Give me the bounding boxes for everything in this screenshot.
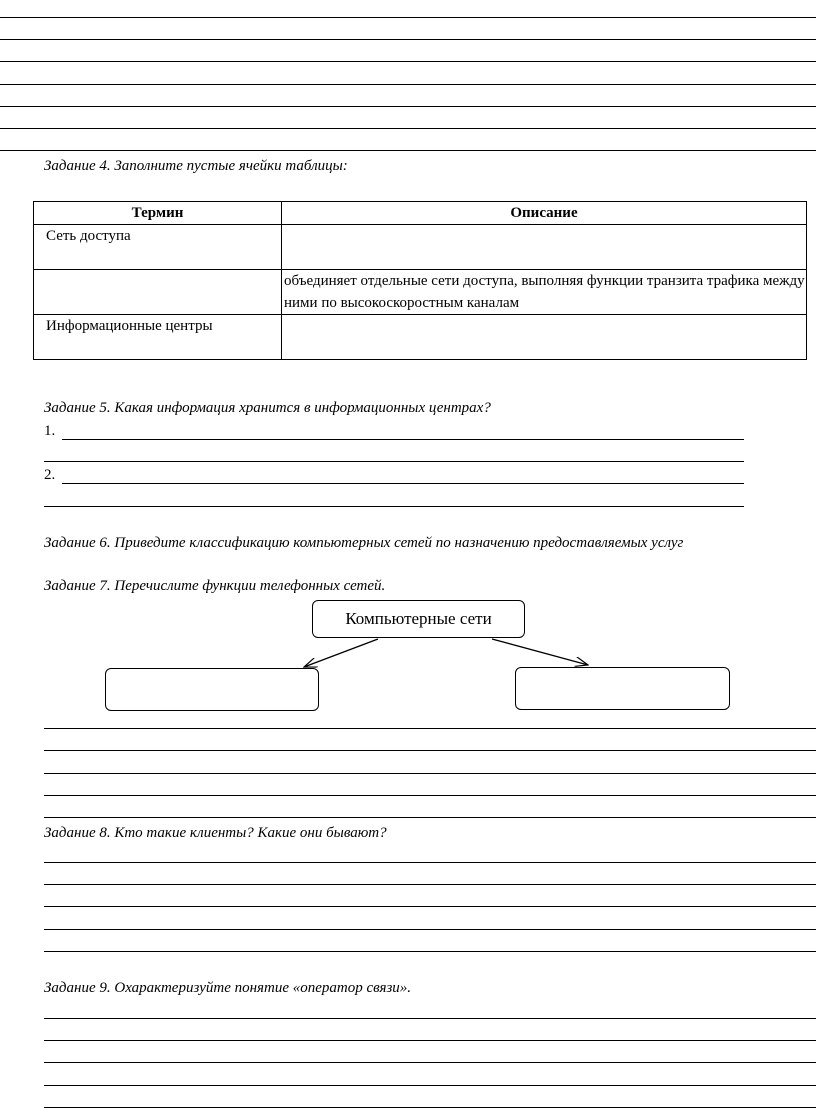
term-cell: Информационные центры [34, 315, 282, 360]
answer-line[interactable] [44, 1040, 816, 1041]
task-8-title: Задание 8. Кто такие клиенты? Какие они бывают? [44, 825, 387, 841]
answer-line[interactable] [44, 1018, 816, 1019]
task-5-title: Задание 5. Какая информация хранится в информационных центрах? [44, 400, 491, 416]
task-9-title: Задание 9. Охарактеризуйте понятие «оператор связи». [44, 980, 412, 996]
answer-line[interactable] [44, 750, 816, 751]
answer-line[interactable] [44, 728, 816, 729]
diagram-root-box: Компьютерные сети [312, 600, 525, 638]
answer-line[interactable] [44, 929, 816, 930]
diagram-child-box-right[interactable] [515, 667, 730, 710]
answer-line[interactable] [44, 1062, 816, 1063]
item-number: 1. [44, 423, 56, 439]
answer-line[interactable] [44, 1107, 816, 1108]
answer-line[interactable] [44, 817, 816, 818]
task-4-title: Задание 4. Заполните пустые ячейки таблицы: [44, 158, 348, 174]
diagram-child-box-left[interactable] [105, 668, 319, 711]
task-7-title: Задание 7. Перечислите функции телефонных сетей. [44, 578, 386, 594]
answer-line[interactable] [44, 1085, 816, 1086]
arrow-left [304, 639, 378, 667]
term-cell: Сеть доступа [34, 225, 282, 270]
item-number: 2. [44, 467, 56, 483]
answer-line[interactable] [44, 951, 816, 952]
header-term: Термин [34, 202, 282, 225]
answer-line[interactable] [44, 906, 816, 907]
answer-line[interactable] [44, 773, 816, 774]
task-6-title: Задание 6. Приведите классификацию компьютерных сетей по назначению предоставляемых услуг [44, 535, 684, 551]
header-description: Описание [282, 202, 807, 225]
answer-line[interactable] [44, 795, 816, 796]
answer-line[interactable] [44, 862, 816, 863]
arrow-right [492, 639, 588, 665]
answer-line[interactable] [44, 884, 816, 885]
description-cell: объединяет отдельные сети доступа, выполняя функции транзита трафика между ними по высокоскоростным каналам [282, 270, 807, 315]
